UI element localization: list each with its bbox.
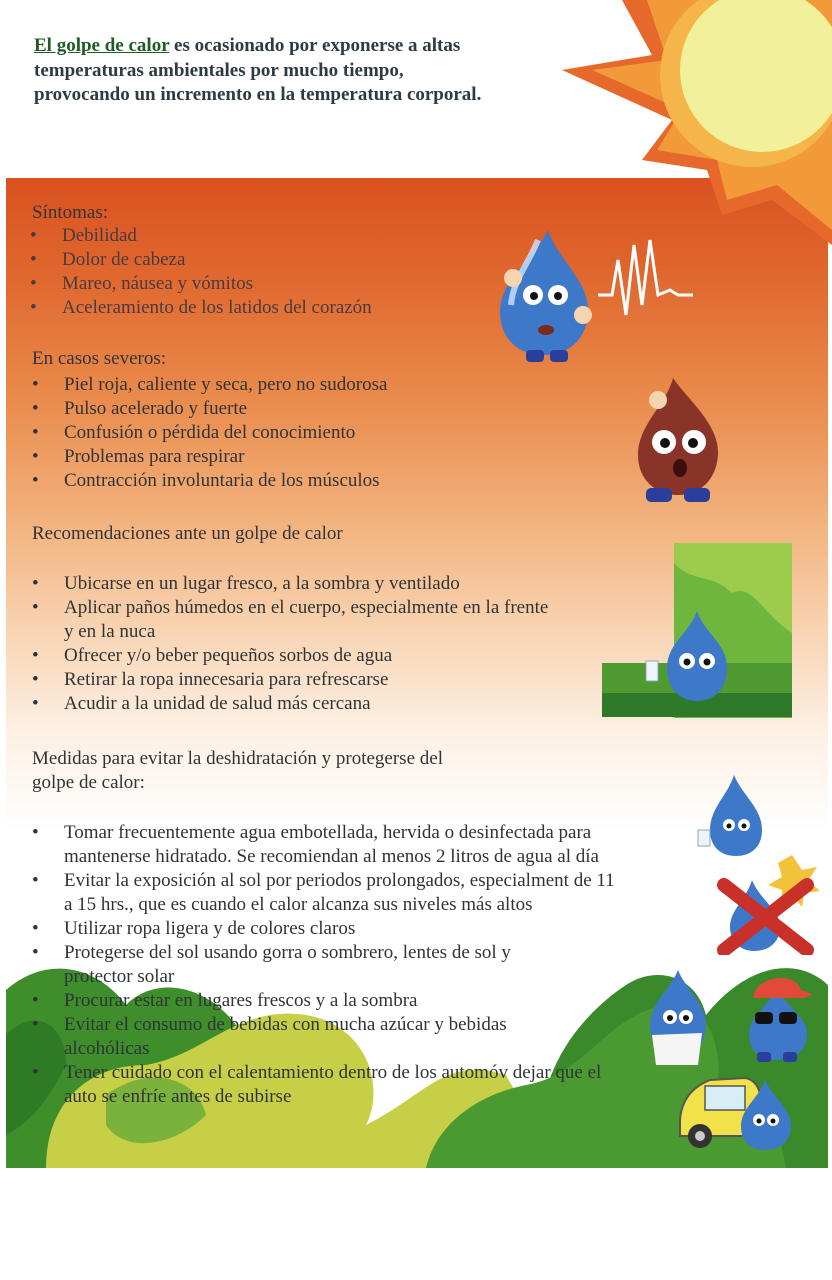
severe-item: • Contracción involuntaria de los músculos (32, 469, 472, 493)
severe-item: • Confusión o pérdida del conocimiento (32, 421, 472, 445)
prevention-item: • Procurar estar en lugares frescos y a la sombra (32, 989, 682, 1013)
recommendation-item: • Retirar la ropa innecesaria para refrescarse (32, 668, 562, 692)
severe-item: • Piel roja, caliente y seca, pero no sudorosa (32, 373, 472, 397)
recommendation-item: • Acudir a la unidad de salud más cercana (32, 692, 562, 716)
drop-shade-icon (602, 543, 792, 718)
car-drop-icon (675, 1068, 795, 1153)
severe-heading: En casos severos: (32, 348, 167, 369)
symptom-item: • Aceleramiento de los latidos del corazón (30, 296, 450, 320)
recommendation-item: • Ubicarse en un lugar fresco, a la sombra y ventilado (32, 572, 562, 596)
prevention-item: • Utilizar ropa ligera y de colores claros (32, 917, 682, 941)
symptom-item: • Dolor de cabeza (30, 248, 450, 272)
prevention-item: • Tener cuidado con el calentamiento dentro de los automóv dejar que el auto se enfríe antes de subirse (32, 1061, 682, 1109)
severe-item: • Pulso acelerado y fuerte (32, 397, 472, 421)
recommendations-heading: Recomendaciones ante un golpe de calor (32, 523, 343, 544)
drop-towel-icon (640, 965, 715, 1070)
intro-term: El golpe de calor (34, 35, 170, 56)
dizzy-drop-icon (478, 220, 608, 370)
sun-icon (552, 0, 832, 250)
symptom-item: • Debilidad (30, 224, 450, 248)
intro-paragraph (34, 34, 504, 108)
recommendation-item: • Ofrecer y/o beber pequeños sorbos de agua (32, 644, 562, 668)
prevention-item: • Protegerse del sol usando gorra o sombrero, lentes de sol y protector solar (32, 941, 682, 989)
prevention-heading: Medidas para evitar la deshidratación y protegerse del golpe de calor: (32, 748, 443, 793)
heartbeat-icon (598, 235, 693, 320)
prevention-item: • Evitar la exposición al sol por periodos prolongados, especialment de 11 a 15 hrs., que es cuando el calor alcanza sus niveles más altos (32, 869, 682, 917)
intro-text: es ocasionado por exponerse a altas temperaturas ambientales por mucho tiempo, provocando un incremento en la temperatura corporal. (34, 35, 482, 105)
symptoms-heading: Síntomas: (32, 202, 109, 223)
drop-drinking-icon (694, 770, 769, 865)
severe-item: • Problemas para respirar (32, 445, 472, 469)
bottom-margin (0, 1168, 832, 1280)
prevention-item: • Tomar frecuentemente agua embotellada, hervida o desinfectada para mantenerse hidratado. Se recomiendan al menos 2 litros de agua al día (32, 821, 682, 869)
drop-cap-glasses-icon (735, 968, 820, 1063)
prevention-item: • Evitar el consumo de bebidas con mucha azúcar y bebidas alcohólicas (32, 1013, 682, 1061)
symptom-item: • Mareo, náusea y vómitos (30, 272, 450, 296)
recommendation-item: • Aplicar paños húmedos en el cuerpo, especialmente en la frente y en la nuca (32, 596, 562, 644)
red-drop-icon (628, 370, 728, 510)
no-fire-icon (712, 855, 822, 955)
